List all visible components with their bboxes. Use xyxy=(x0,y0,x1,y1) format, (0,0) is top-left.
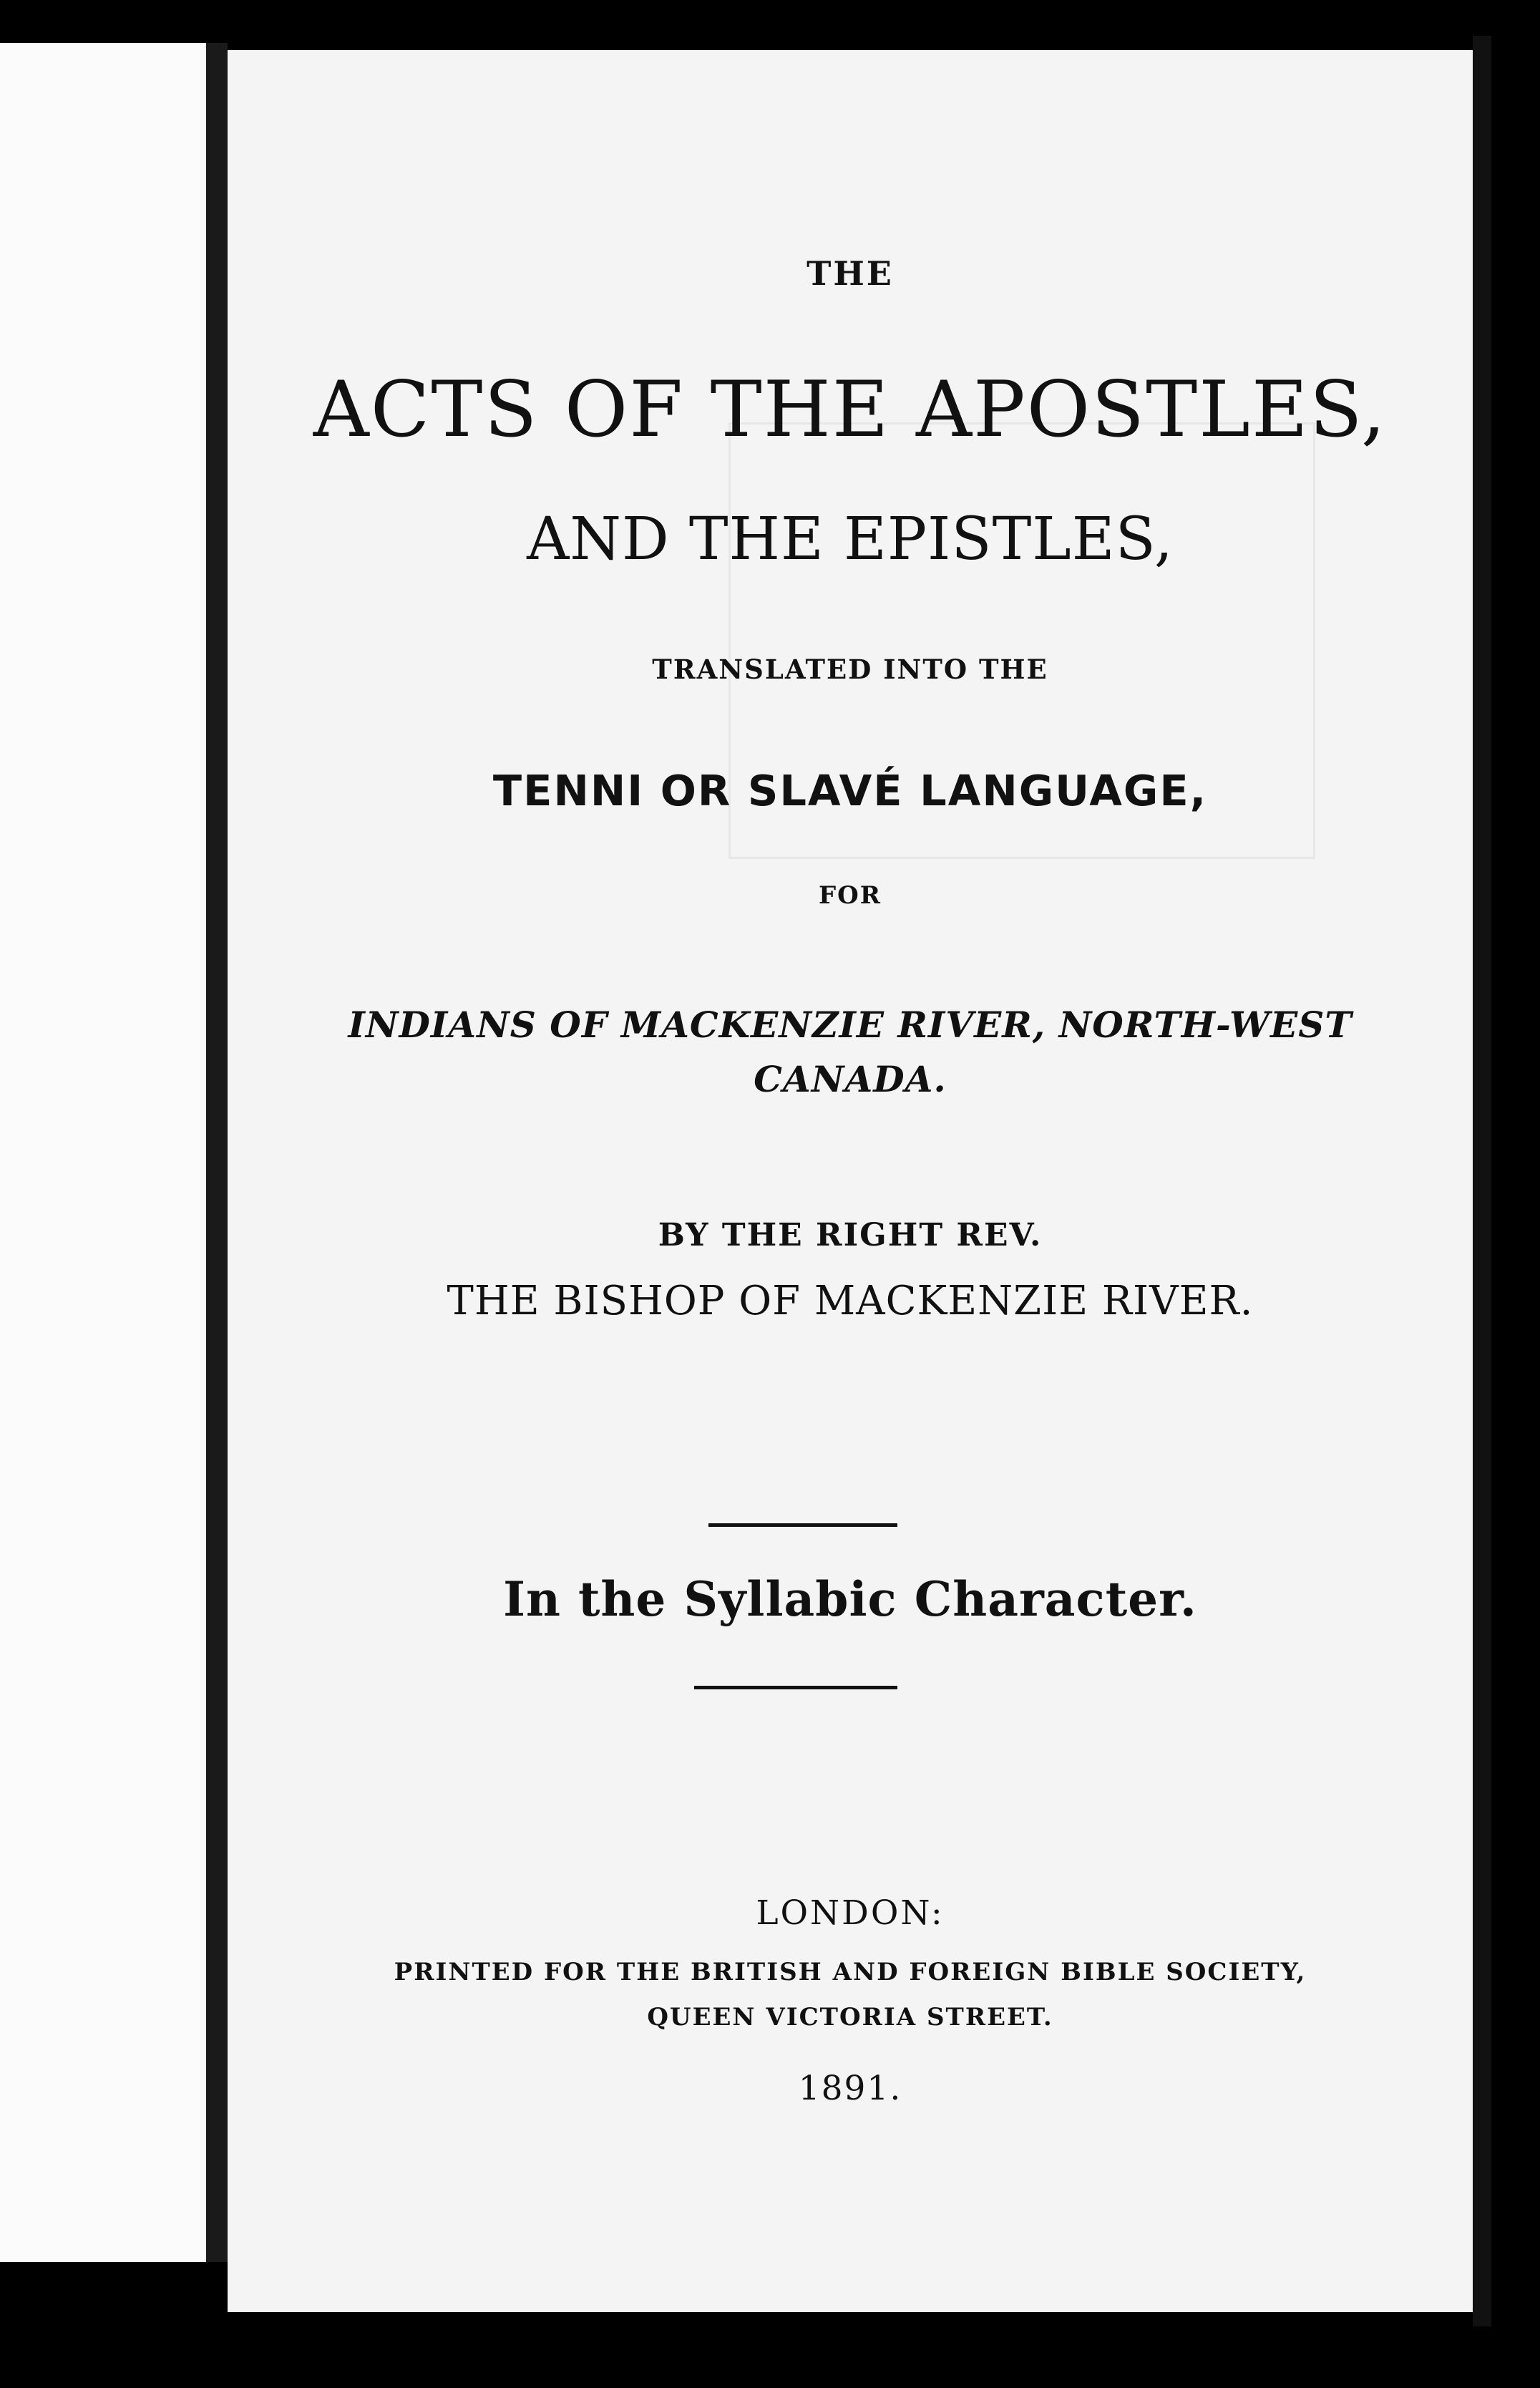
title-subtitle: AND THE EPISTLES, xyxy=(527,505,1174,573)
title-the: THE xyxy=(806,254,894,293)
by-line: BY THE RIGHT REV. xyxy=(658,1217,1043,1253)
language-line: TENNI OR SLAVÉ LANGUAGE, xyxy=(492,766,1208,815)
title-page xyxy=(228,50,1473,2312)
translated-line: TRANSLATED INTO THE xyxy=(652,654,1048,685)
right-page-edge xyxy=(1473,36,1491,2326)
year-line: 1891. xyxy=(798,2069,902,2108)
printer-line: PRINTED FOR THE BRITISH AND FOREIGN BIBLE SOCIETY, xyxy=(394,1958,1307,1986)
character-line: In the Syllabic Character. xyxy=(503,1571,1197,1627)
audience-line-1: INDIANS OF MACKENZIE RIVER, NORTH-WEST xyxy=(348,1004,1353,1046)
street-line: QUEEN VICTORIA STREET. xyxy=(647,2003,1053,2032)
bottom-rule xyxy=(694,1686,897,1689)
audience-line-2: CANADA. xyxy=(754,1058,947,1100)
gutter-shadow xyxy=(206,43,228,2262)
title-main: ACTS OF THE APOSTLES, xyxy=(313,365,1388,455)
for-line: FOR xyxy=(818,881,882,910)
top-rule xyxy=(708,1523,897,1527)
place-line: LONDON: xyxy=(756,1893,945,1933)
author-line: THE BISHOP OF MACKENZIE RIVER. xyxy=(447,1278,1254,1324)
left-blank-page xyxy=(0,43,206,2262)
